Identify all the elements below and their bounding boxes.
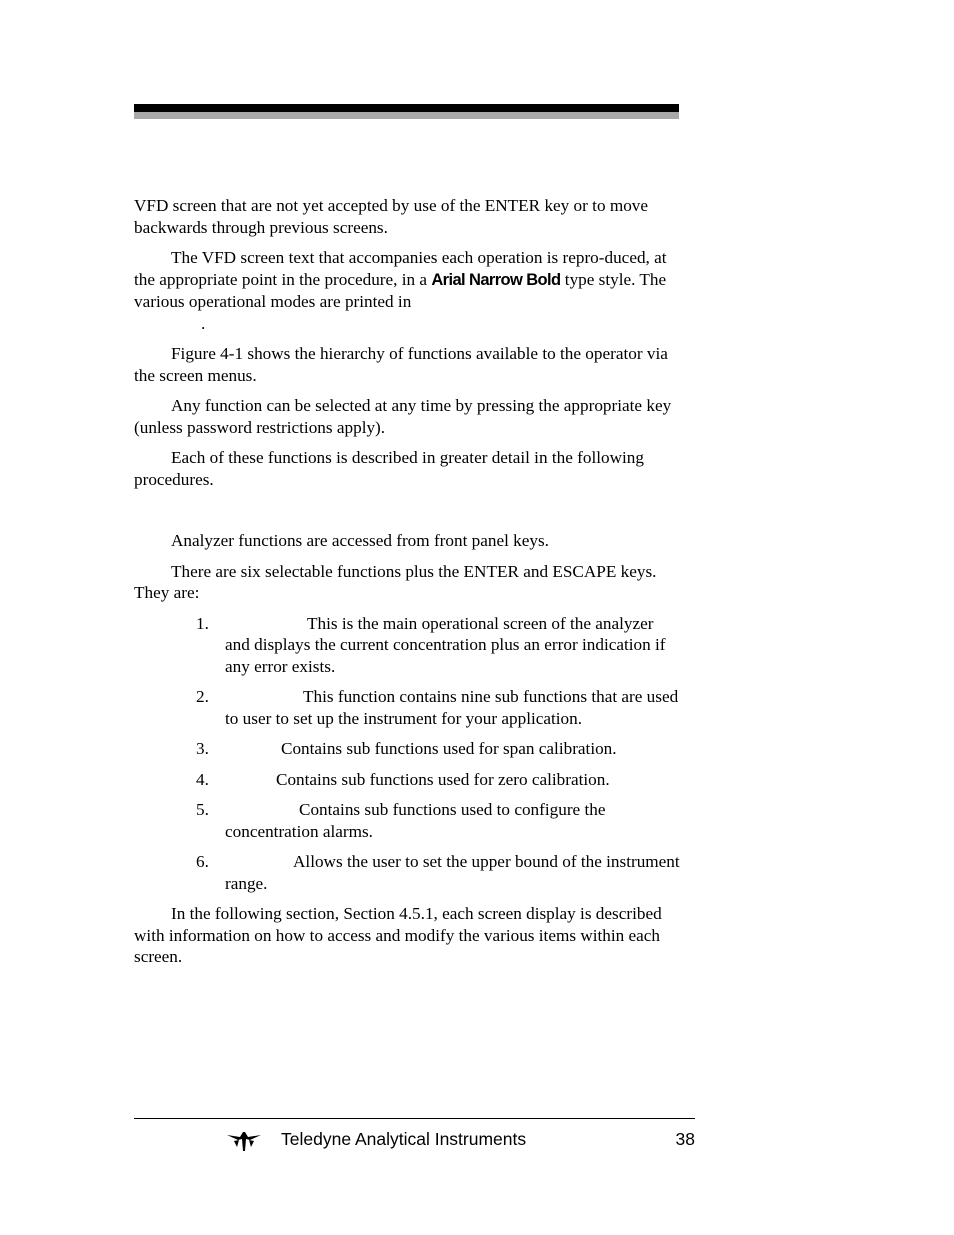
- paragraph-text: The VFD screen text that accompanies each operation is repro-duced, at the appropriate point in the procedure, in a: [134, 248, 667, 289]
- list-number: 2.: [196, 687, 209, 706]
- list-text: This function contains nine sub functions that are used to user to set up the instrument for your application.: [225, 687, 679, 728]
- list-number: 5.: [196, 800, 209, 819]
- body-text: [134, 195, 682, 977]
- list-text: Contains sub functions used for span calibration.: [281, 739, 617, 758]
- paragraph: Any function can be selected at any time by pressing the appropriate key (unless password restrictions apply).: [134, 396, 672, 437]
- list-item: [134, 799, 682, 842]
- paragraph: In the following section, Section 4.5.1, each screen display is described with information on how to access and modify the various items within each screen.: [134, 904, 662, 966]
- footer-rule: [134, 1118, 695, 1119]
- paragraph: Each of these functions is described in greater detail in the following procedures.: [134, 448, 644, 489]
- list-number: 1.: [196, 613, 209, 633]
- list-item: [134, 613, 682, 678]
- paragraph: Analyzer functions are accessed from front panel keys.: [171, 531, 549, 550]
- header-rule-dark-bar: [134, 104, 679, 112]
- list-item: [134, 769, 682, 791]
- company-name: Teledyne Analytical Instruments: [281, 1129, 527, 1149]
- font-name-sample: Arial Narrow Bold: [431, 270, 561, 289]
- header-rule-grey-bar: [134, 112, 679, 119]
- paragraph: Figure 4-1 shows the hierarchy of functions available to the operator via the screen menus.: [134, 344, 668, 385]
- list-number: 3.: [196, 739, 209, 758]
- list-item: [134, 738, 682, 760]
- paragraph-typography: [134, 247, 682, 334]
- paragraph-text: type style. The various operational modes are printed in: [134, 269, 667, 311]
- list-number: 6.: [196, 852, 209, 871]
- teledyne-logo-icon: [226, 1129, 262, 1153]
- list-number: 4.: [196, 769, 209, 789]
- list-item: [134, 686, 682, 729]
- function-list: [134, 613, 682, 895]
- list-text: This is the main operational screen of the analyzer and displays the current concentration plus an error indication if any error exists.: [225, 613, 666, 676]
- header-rule: [134, 104, 679, 119]
- paragraph-period: .: [201, 313, 206, 333]
- list-item: [134, 851, 682, 894]
- list-text: Contains sub functions used to configure the concentration alarms.: [225, 800, 606, 841]
- paragraph: VFD screen that are not yet accepted by use of the ENTER key or to move backwards through previous screens.: [134, 196, 649, 237]
- list-text: Contains sub functions used for zero calibration.: [276, 769, 610, 789]
- section-gap: [134, 499, 682, 530]
- list-text: Allows the user to set the upper bound of the instrument range.: [225, 852, 680, 893]
- paragraph: There are six selectable functions plus the ENTER and ESCAPE keys. They are:: [134, 561, 657, 602]
- page-number: 38: [675, 1129, 695, 1149]
- page-footer: [134, 1127, 695, 1155]
